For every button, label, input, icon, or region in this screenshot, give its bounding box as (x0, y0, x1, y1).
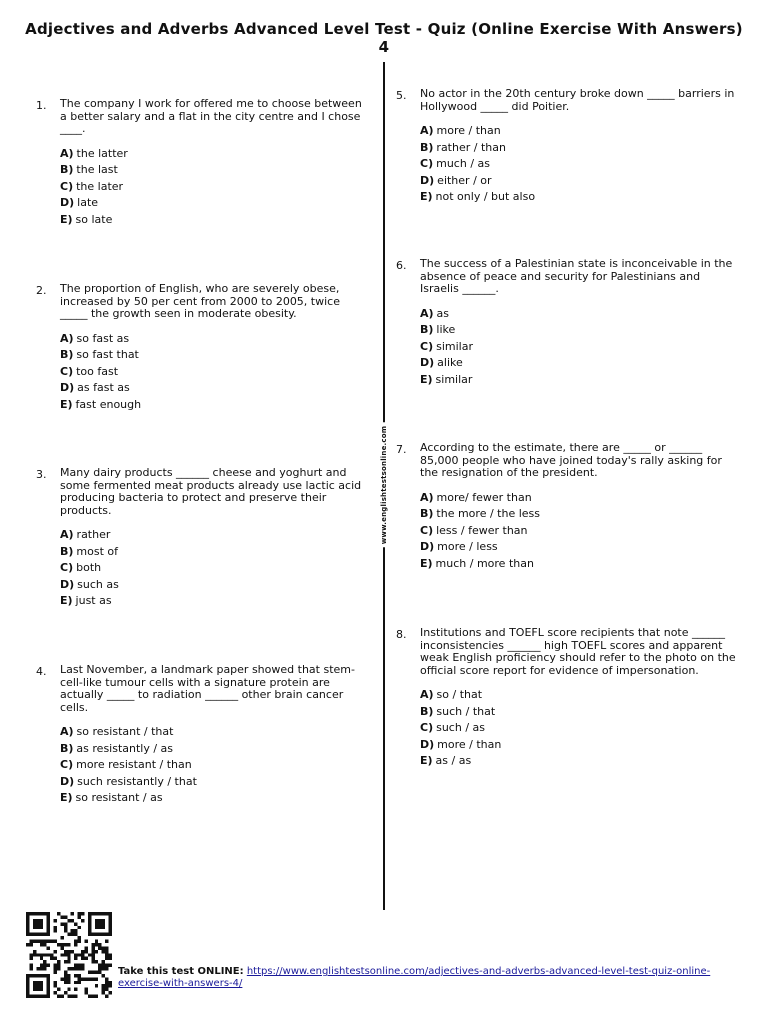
options-list (420, 306, 736, 389)
option-text: less / fewer than (436, 523, 528, 537)
options-list (60, 527, 368, 610)
option-text: both (76, 561, 102, 575)
option-item (60, 790, 368, 807)
option-item (60, 212, 368, 229)
option-letter: C) (60, 364, 74, 378)
option-item (60, 560, 368, 577)
footer-link[interactable]: https://www.englishtestsonline.com/adjectives-and-adverbs-advanced-level-test-quiz-online-exercise-with-answers-4/ (118, 966, 711, 989)
option-text: more resistant / than (76, 758, 192, 772)
option-item (60, 347, 368, 364)
option-item (60, 146, 368, 163)
page-title: Adjectives and Adverbs Advanced Level Test - Quiz (Online Exercise With Answers) 4 (25, 20, 743, 56)
option-letter: D) (60, 381, 75, 395)
option-text: so late (75, 212, 113, 226)
question-stem: The success of a Palestinian state is inconceivable in the absence of peace and security for Palestinians and Israelis ______. (420, 257, 733, 296)
option-letter: A) (60, 146, 74, 160)
option-text: alike (437, 356, 463, 370)
question-number: 8. (396, 628, 407, 641)
option-item (60, 724, 368, 741)
option-text: either / or (437, 173, 492, 187)
option-letter: C) (60, 561, 74, 575)
question-number: 6. (396, 259, 407, 272)
option-letter: E) (420, 190, 433, 204)
option-letter: E) (420, 556, 433, 570)
option-letter: E) (420, 754, 433, 768)
option-item (420, 306, 736, 323)
option-text: fast enough (75, 397, 142, 411)
option-item (420, 372, 736, 389)
option-text: most of (76, 544, 119, 558)
question-stem: Many dairy products ______ cheese and yoghurt and some fermented meat products already use lactic acid producing bacteria to protect and preserve their products. (60, 466, 362, 517)
option-item (420, 704, 736, 721)
option-letter: B) (60, 348, 74, 362)
option-item (60, 544, 368, 561)
option-item (420, 737, 736, 754)
option-item (420, 189, 736, 206)
option-letter: B) (420, 323, 434, 337)
question-4 (36, 664, 368, 807)
option-item (420, 490, 736, 507)
option-item (60, 331, 368, 348)
option-text: so fast that (76, 348, 139, 362)
options-list (420, 490, 736, 573)
option-item (60, 757, 368, 774)
option-letter: E) (60, 791, 73, 805)
question-2 (36, 283, 368, 413)
options-list (60, 724, 368, 807)
option-item (60, 774, 368, 791)
option-text: just as (75, 594, 112, 608)
option-letter: D) (420, 737, 435, 751)
option-item (420, 720, 736, 737)
question-stem: Last November, a landmark paper showed that stem-cell-like tumour cells with a signature protein are actually _____ to radiation ______ other brain cancer cells. (60, 663, 355, 714)
option-letter: C) (420, 721, 434, 735)
option-text: rather / than (436, 140, 506, 154)
option-text: so resistant / as (75, 791, 163, 805)
option-letter: C) (60, 758, 74, 772)
question-stem: The proportion of English, who are severely obese, increased by 50 per cent from 2000 to 2005, twice _____ the growth seen in moderate obesity. (60, 282, 340, 321)
option-text: more / than (437, 737, 502, 751)
option-item (420, 687, 736, 704)
option-letter: A) (60, 725, 74, 739)
question-6 (396, 258, 736, 388)
option-text: such / that (436, 704, 496, 718)
option-text: the later (76, 179, 124, 193)
option-letter: A) (420, 688, 434, 702)
option-letter: A) (420, 306, 434, 320)
question-8 (396, 627, 736, 770)
option-item (60, 577, 368, 594)
option-text: similar (436, 339, 473, 353)
option-letter: D) (420, 540, 435, 554)
option-letter: C) (420, 339, 434, 353)
option-item (420, 322, 736, 339)
option-letter: C) (420, 157, 434, 171)
option-text: more / than (436, 124, 501, 138)
option-letter: B) (420, 704, 434, 718)
option-letter: C) (60, 179, 74, 193)
option-text: not only / but also (435, 190, 536, 204)
option-letter: A) (60, 528, 74, 542)
option-text: similar (435, 372, 473, 386)
option-item (60, 364, 368, 381)
option-letter: A) (60, 331, 74, 345)
option-item (420, 753, 736, 770)
option-text: as fast as (77, 381, 130, 395)
option-text: rather (76, 528, 111, 542)
option-text: such as (77, 577, 119, 591)
option-item (60, 195, 368, 212)
option-item (420, 355, 736, 372)
question-number: 3. (36, 468, 47, 481)
option-text: so resistant / that (76, 725, 174, 739)
qr-code-icon[interactable] (24, 912, 114, 998)
option-text: more / less (437, 540, 498, 554)
option-letter: A) (420, 124, 434, 138)
option-item (60, 162, 368, 179)
option-text: such resistantly / that (77, 774, 197, 788)
question-1 (36, 98, 368, 228)
option-item (420, 556, 736, 573)
option-item (420, 156, 736, 173)
option-item (60, 527, 368, 544)
question-number: 4. (36, 665, 47, 678)
option-item (60, 397, 368, 414)
option-item (420, 140, 736, 157)
option-item (420, 539, 736, 556)
option-letter: B) (60, 544, 74, 558)
side-watermark-url: www.englishtestsonline.com (380, 423, 388, 548)
option-letter: D) (60, 577, 75, 591)
option-letter: B) (420, 507, 434, 521)
option-text: as / as (435, 754, 472, 768)
option-item (60, 741, 368, 758)
option-text: such / as (436, 721, 486, 735)
option-letter: E) (420, 372, 433, 386)
question-stem: Institutions and TOEFL score recipients that note ______ inconsistencies ______ high TOEFL scores and apparent weak English proficiency should refer to the photo on the official score report for evidence of impersonation. (420, 626, 736, 677)
option-text: more/ fewer than (436, 490, 532, 504)
option-text: the more / the less (436, 507, 540, 521)
option-letter: C) (420, 523, 434, 537)
option-text: so / that (436, 688, 483, 702)
question-3 (36, 467, 368, 610)
option-letter: B) (60, 741, 74, 755)
option-text: the last (76, 163, 118, 177)
option-item (60, 179, 368, 196)
option-item (60, 380, 368, 397)
options-list (60, 331, 368, 414)
footer-label: Take this test ONLINE: (118, 966, 244, 977)
option-item (420, 123, 736, 140)
question-stem: The company I work for offered me to choose between a better salary and a flat in the city centre and I chose ____. (60, 97, 362, 136)
option-text: too fast (76, 364, 119, 378)
options-list (420, 687, 736, 770)
option-letter: D) (60, 196, 75, 210)
option-item (60, 593, 368, 610)
option-text: as resistantly / as (76, 741, 174, 755)
question-number: 7. (396, 443, 407, 456)
option-letter: D) (420, 356, 435, 370)
option-letter: B) (420, 140, 434, 154)
question-stem: No actor in the 20th century broke down _____ barriers in Hollywood _____ did Poitier. (420, 87, 735, 113)
footer (118, 966, 718, 990)
option-text: much / more than (435, 556, 534, 570)
question-stem: According to the estimate, there are _____ or ______ 85,000 people who have joined today's rally asking for the resignation of the president. (420, 441, 722, 480)
option-item (420, 523, 736, 540)
option-letter: D) (420, 173, 435, 187)
option-letter: B) (60, 163, 74, 177)
option-text: like (436, 323, 456, 337)
option-letter: A) (420, 490, 434, 504)
question-number: 2. (36, 284, 47, 297)
option-letter: E) (60, 594, 73, 608)
option-letter: D) (60, 774, 75, 788)
option-text: much / as (436, 157, 490, 171)
question-5 (396, 88, 736, 206)
options-list (60, 146, 368, 229)
option-text: the latter (76, 146, 128, 160)
option-text: late (77, 196, 99, 210)
option-text: as (436, 306, 450, 320)
option-item (420, 506, 736, 523)
option-item (420, 173, 736, 190)
option-letter: E) (60, 212, 73, 226)
option-item (420, 339, 736, 356)
option-letter: E) (60, 397, 73, 411)
question-number: 1. (36, 99, 47, 112)
question-7 (396, 442, 736, 572)
options-list (420, 123, 736, 206)
option-text: so fast as (76, 331, 130, 345)
question-number: 5. (396, 89, 407, 102)
